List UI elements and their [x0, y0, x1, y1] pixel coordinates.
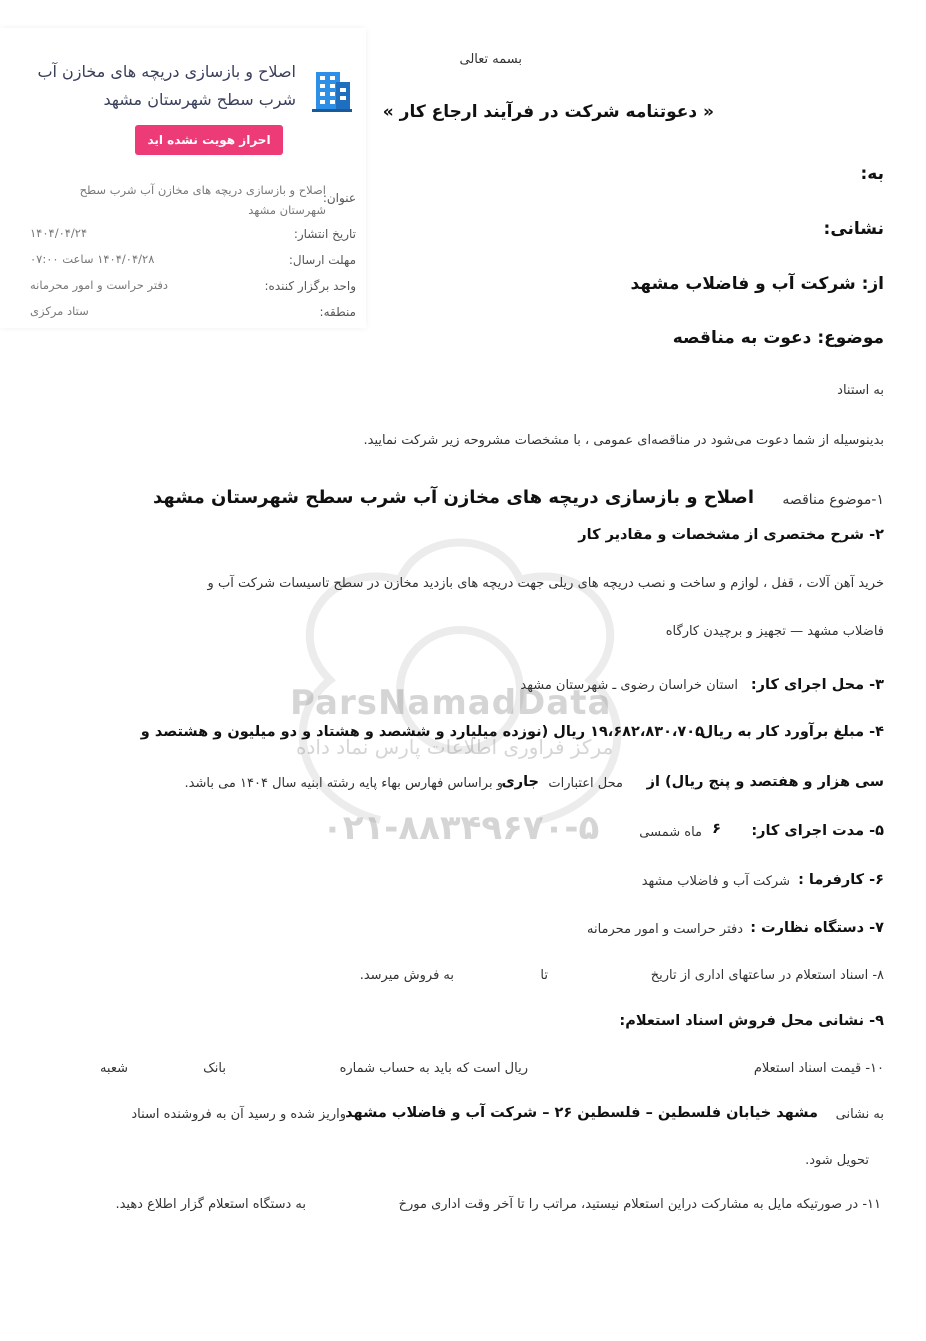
bismillah: بسمه تعالی [459, 52, 522, 67]
deadline-label: مهلت ارسال: [288, 253, 356, 267]
item2-line1: خرید آهن آلات ، قفل ، لوازم و ساخت و نصب دریچه های ریلی جهت دریچه های بازدید مخازن در سطح تاسیسات شرکت آب و [207, 576, 884, 591]
region-label: منطقه: [319, 305, 356, 319]
item10-line3: تحویل شود. [805, 1153, 869, 1168]
item6-value: شرکت آب و فاضلاب مشهد [641, 874, 790, 889]
pub-date-label: تاریخ انتشار: [293, 227, 356, 241]
item7-value: دفتر حراست و امور محرمانه [587, 922, 743, 937]
item4-value: ۱۹،۶۸۲،۸۳۰،۷۰۵ ریال (نوزده میلیارد و ششصد و هشتاد و دو میلیون و هشتصد و [140, 724, 704, 740]
building-icon [308, 66, 356, 114]
letter-heading: « دعوتنامه شرکت در فرآیند ارجاع کار » [382, 102, 714, 122]
item10-line2-bold: مشهد خیابان فلسطین – فلسطین ۲۶ – شرکت آب و فاضلاب مشهد [345, 1105, 818, 1121]
item3-value: استان خراسان رضوی ـ شهرستان مشهد [520, 678, 738, 693]
item10-text-d: شعبه [99, 1061, 128, 1076]
watermark-tagline: مرکز فراوری اطلاعات پارس نماد داده [296, 735, 614, 759]
item11-text-b: به دستگاه استعلام گزار اطلاع دهید. [115, 1197, 306, 1212]
item10-text-b: ریال است که باید به حساب شماره [339, 1061, 528, 1076]
item4-line2-end: و براساس فهارس بهاء پایه رشته ابنیه سال ۱۴۰۴ می باشد. [184, 776, 503, 791]
item2-heading: ۲- شرح مختصری از مشخصات و مقادیر کار [578, 527, 884, 543]
intro-line: بدینوسیله از شما دعوت می‌شود در مناقصه‌ای عمومی ، با مشخصات مشروحه زیر شرکت نمایید. [363, 433, 884, 448]
item11-text-a: ۱۱- در صورتیکه مایل به مشارکت دراین استعلام نیستید، مراتب را تا آخر وقت اداری مورخ [398, 1197, 881, 1212]
subject-label: عنوان: [322, 191, 356, 205]
auth-status-button[interactable]: احراز هویت نشده اید [135, 125, 283, 155]
item9-heading: ۹- نشانی محل فروش اسناد استعلام: [619, 1013, 884, 1029]
item2-line2: فاضلاب مشهد — تجهیز و برچیدن کارگاه [665, 624, 884, 639]
item4-line2-bold: سی هزار و هفتصد و پنج ریال) از [646, 774, 884, 790]
item10-text-a: ۱۰- قیمت اسناد استعلام [753, 1061, 884, 1076]
item5-value: ۶ [712, 821, 721, 837]
item10-line2-a: به نشانی [835, 1107, 884, 1122]
item10-text-c: بانک [203, 1061, 226, 1076]
subject-line: موضوع: دعوت به مناقصه [672, 328, 884, 348]
item8-text-c: به فروش میرسد. [359, 968, 454, 983]
subject-value: اصلاح و بازسازی دریچه های مخازن آب شرب سطح شهرستان مشهد [79, 183, 326, 217]
item3-label: ۳- محل اجرای کار: [750, 677, 884, 693]
item5-label: ۵- مدت اجرای کار: [751, 823, 884, 839]
item4-label: ۴- مبلغ برآورد کار به ریال: [694, 724, 884, 740]
item8-text-a: ۸- اسناد استعلام در ساعتهای اداری از تاریخ [650, 968, 884, 983]
card-title: اصلاح و بازسازی دریچه های مخازن آب شرب سطح شهرستان مشهد [37, 62, 296, 109]
item6-label: ۶- کارفرما : [798, 872, 884, 888]
item1-prefix: ۱-موضوع مناقصه [782, 492, 884, 508]
item4-line2-bold2: جاری [501, 774, 539, 790]
tender-info-card [0, 28, 366, 328]
from-line: از: شرکت آب و فاضلاب مشهد [630, 274, 884, 294]
pub-date-value: ۱۴۰۴/۰۴/۲۴ [30, 226, 88, 240]
org-value: دفتر حراست و امور محرمانه [30, 278, 168, 292]
item8-text-b: تا [540, 968, 548, 983]
item4-line2-mid: محل اعتبارات [548, 776, 623, 791]
watermark-phone: ۰۲۱-۸۸۳۴۹۶۷۰-۵ [322, 808, 600, 848]
address-label: نشانی: [823, 219, 884, 239]
region-value: ستاد مرکزی [30, 304, 89, 318]
item1-title: اصلاح و بازسازی دریچه های مخازن آب شرب سطح شهرستان مشهد [153, 487, 754, 508]
item10-line2-c: واریز شده و رسید آن به فروشنده اسناد [131, 1107, 346, 1122]
org-label: واحد برگزار کننده: [264, 279, 356, 293]
to-label: به: [860, 164, 884, 184]
reference-line: به استناد [837, 383, 884, 398]
item7-label: ۷- دستگاه نظارت : [750, 920, 884, 936]
item5-unit: ماه شمسی [639, 825, 702, 840]
watermark-brand: ParsNamadData [290, 683, 612, 723]
deadline-value: ۱۴۰۴/۰۴/۲۸ ساعت ۰۷:۰۰ [30, 252, 155, 266]
